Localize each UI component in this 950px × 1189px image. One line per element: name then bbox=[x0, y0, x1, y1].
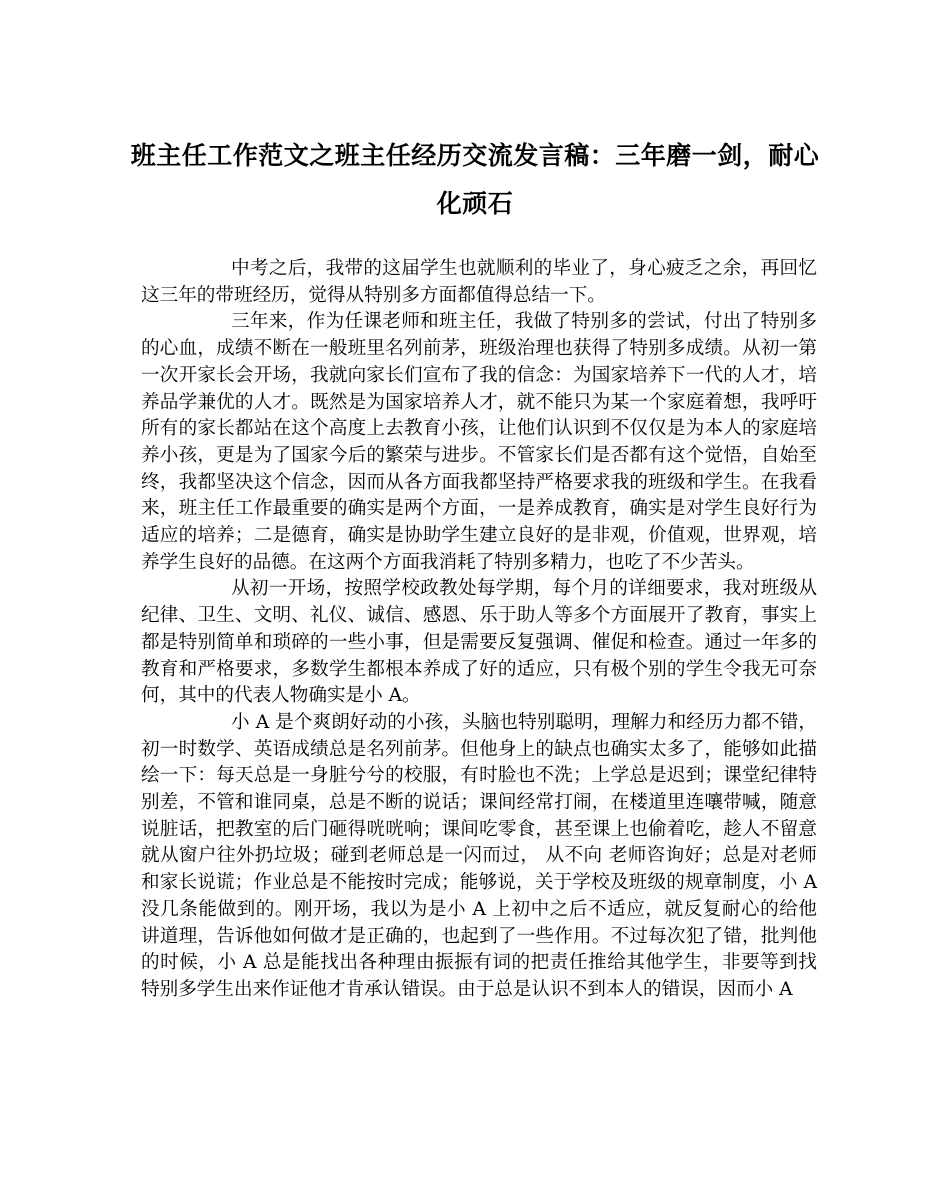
paragraph-4: 小 A 是个爽朗好动的小孩，头脑也特别聪明，理解力和经历力都不错，初一时数学、英语成绩总是名列前茅。但他身上的缺点也确实太多了，能够如此描绘一下：每天总是一身脏兮兮的校服，有时脸也不洗；上学总是迟到；课堂纪律特别差，不管和谁同桌，总是不断的说话；课间经常打闹，在楼道里连嚷带喊，随意说脏话，把教室的后门砸得咣咣响；课间吃零食，甚至课上也偷着吃，趁人不留意就从窗户往外扔垃圾；碰到老师总是一闪而过， 从不向 老师咨询好；总是对老师和家长说谎；作业总是不能按时完成；能够说，关于学校及班级的规章制度，小 A 没几条能做到的。刚开场，我以为是小 A 上初中之后不适应，就反复耐心的给他讲道理，告诉他如何做才是正确的，也起到了一些作用。不过每次犯了错，批判他的时候，小 A 总是能找出各种理由振振有词的把责任推给其他学生，非要等到找特别多学生出来作证他才肯承认错误。由于总是认识不到本人的错误，因而小 A bbox=[141, 711, 817, 1000]
paragraph-3: 从初一开场，按照学校政教处每学期，每个月的详细要求，我对班级从纪律、卫生、文明、礼仪、诚信、感恩、乐于助人等多个方面展开了教育，事实上都是特别简单和琐碎的一些小事，但是需要反复强调、催促和检查。通过一年多的教育和严格要求，多数学生都根本养成了好的适应，只有极个别的学生令我无可奈何，其中的代表人物确实是小 A。 bbox=[141, 578, 817, 707]
paragraph-2: 三年来，作为任课老师和班主任，我做了特别多的尝试，付出了特别多的心血，成绩不断在一般班里名列前茅，班级治理也获得了特别多成绩。从初一第一次开家长会开场，我就向家长们宣布了我的信念：为国家培养下一代的人才，培养品学兼优的人才。既然是为国家培养人才，就不能只为某一个家庭着想，我呼吁所有的家长都站在这个高度上去教育小孩，让他们认识到不仅仅是为本人的家庭培养小孩，更是为了国家今后的繁荣与进步。不管家长们是否都有这个觉悟，自始至终，我都坚决这个信念，因而从各方面我都坚持严格要求我的班级和学生。在我看来，班主任工作最重要的确实是两个方面，一是养成教育，确实是对学生良好行为适应的培养；二是德育，确实是协助学生建立良好的是非观，价值观，世界观，培养学生良好的品德。在这两个方面我消耗了特别多精力，也吃了不少苦头。 bbox=[141, 311, 817, 573]
document-body bbox=[141, 256, 817, 1004]
paragraph-1: 中考之后，我带的这届学生也就顺利的毕业了，身心疲乏之余，再回忆这三年的带班经历，觉得从特别多方面都值得总结一下。 bbox=[141, 258, 817, 306]
document-title: 班主任工作范文之班主任经历交流发言稿：三年磨一剑，耐心化顽石 bbox=[130, 141, 820, 218]
